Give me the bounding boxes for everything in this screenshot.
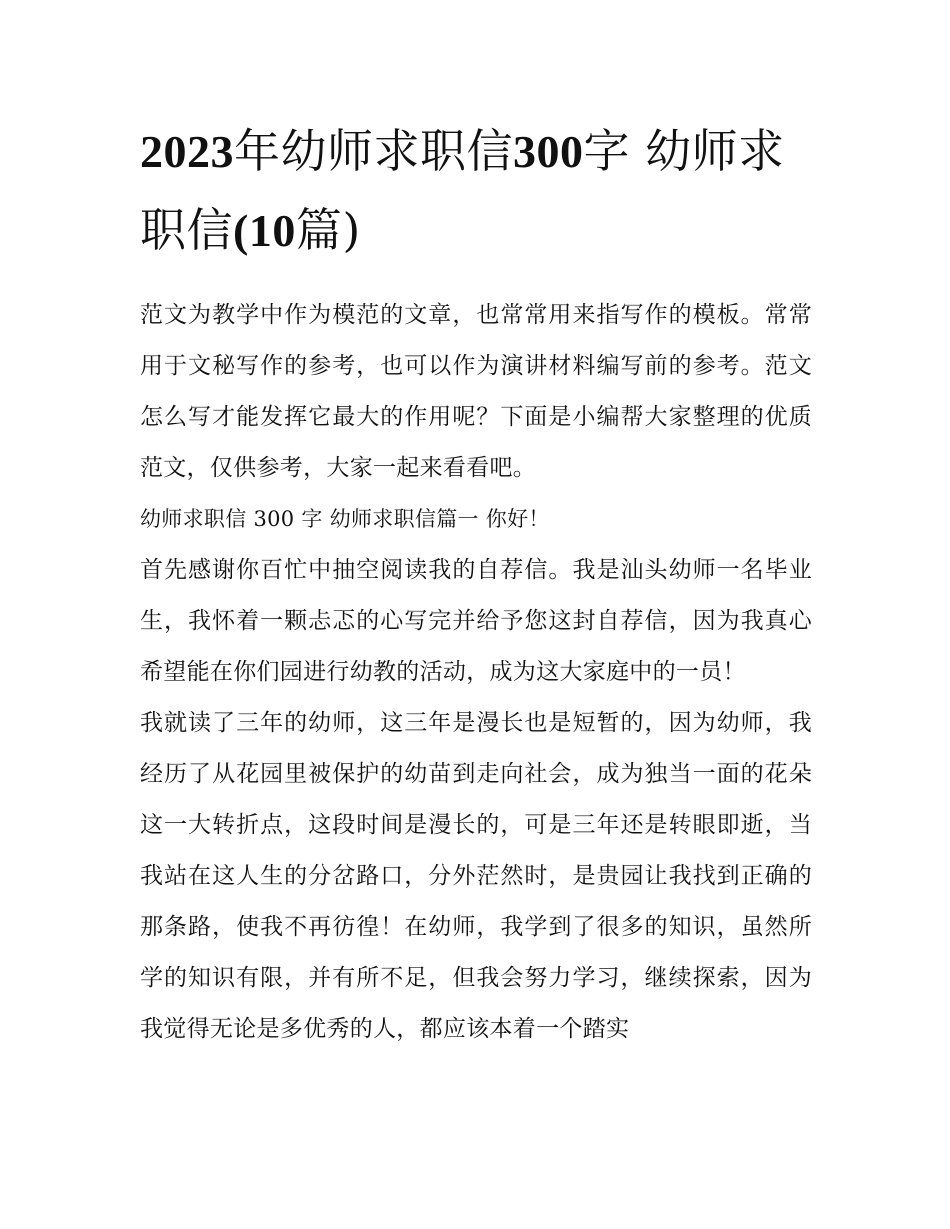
document-body: [140, 290, 812, 1055]
title-count: 300: [513, 126, 584, 177]
document-title: [140, 112, 812, 270]
title-segment-2: 字 幼师求职信: [140, 124, 785, 257]
title-year: 2023: [140, 126, 234, 177]
body-paragraph: 首先感谢你百忙中抽空阅读我的自荐信。我是汕头幼师一名毕业生，我怀着一颗忐忑的心写完并给予您这封自荐信，因为我真心希望能在你们园进行幼教的活动，成为这大家庭中的一员！: [140, 557, 812, 685]
intro-paragraph: 范文为教学中作为模范的文章，也常常用来指写作的模板。常常用于文秘写作的参考，也可以作为演讲材料编写前的参考。范文怎么写才能发挥它最大的作用呢？下面是小编帮大家整理的优质范文，仅供参考，大家一起来看看吧。: [140, 302, 812, 481]
title-segment-3: 篇): [295, 203, 361, 257]
title-segment-1: 年幼师求职信: [234, 124, 513, 178]
body-paragraph: 我就读了三年的幼师，这三年是漫长也是短暂的，因为幼师，我经历了从花园里被保护的幼苗到走向社会，成为独当一面的花朵这一大转折点，这段时间是漫长的，可是三年还是转眼即逝，当我站在这人生的分岔路口，分外茫然时，是贵园让我找到正确的那条路，使我不再彷徨！在幼师，我学到了很多的知识，虽然所学的知识有限，并有所不足，但我会努力学习，继续探索，因为我觉得无论是多优秀的人，都应该本着一个踏实: [140, 710, 812, 1042]
document-page: [140, 112, 812, 1055]
title-number: (10: [233, 205, 296, 256]
section-heading: 幼师求职信 300 字 幼师求职信篇一 你好！: [140, 507, 550, 531]
